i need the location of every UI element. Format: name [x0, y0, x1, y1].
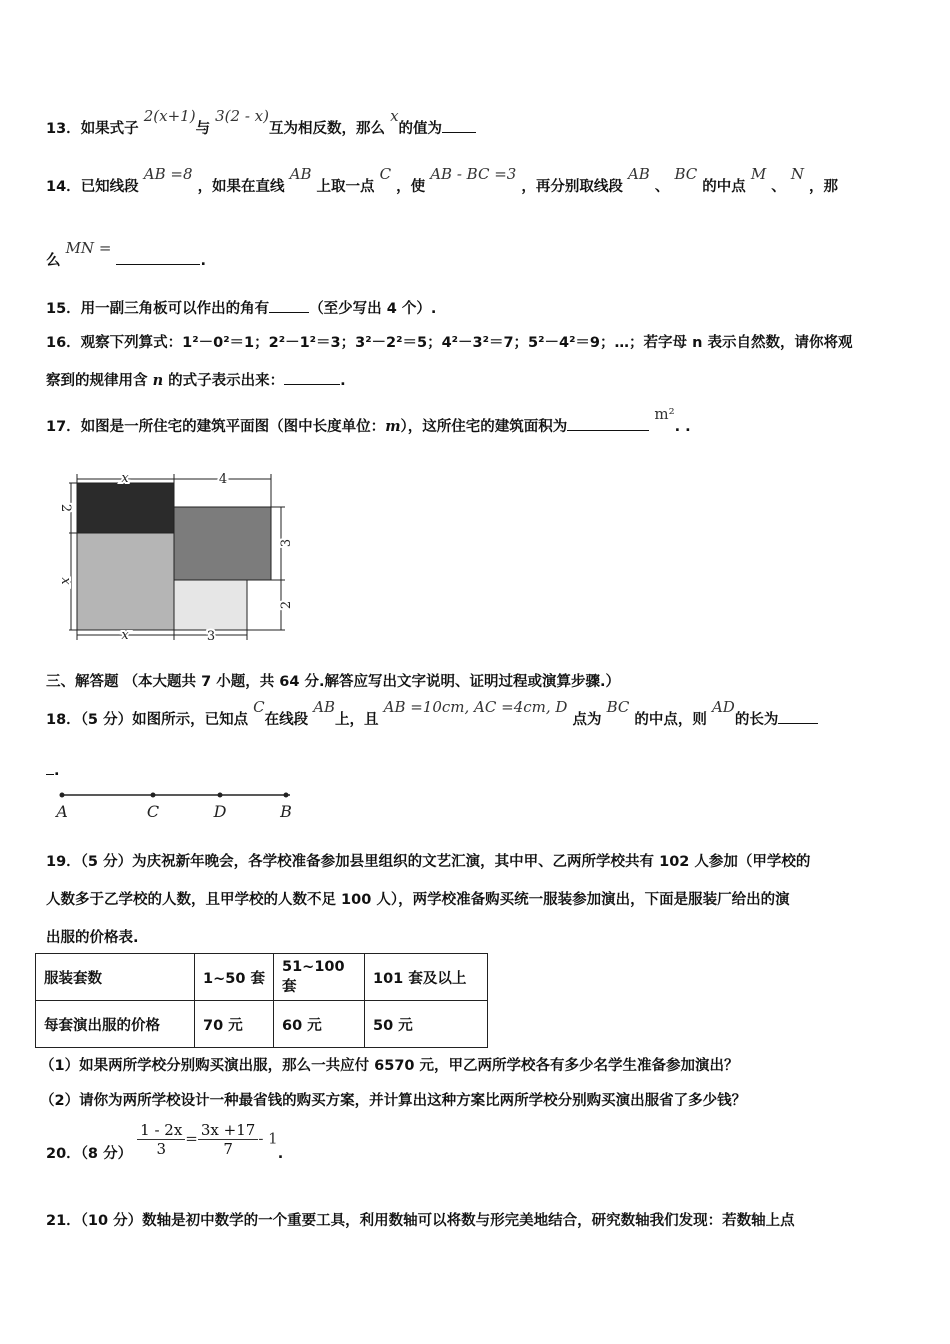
- label-bottom-3: 3: [206, 629, 216, 644]
- label-bottom-x: x: [121, 628, 129, 643]
- q18-text: 如图所示，已知点: [132, 712, 249, 728]
- question-16: [46, 331, 852, 352]
- q14-text: ，再分别取线段: [521, 179, 623, 195]
- q14-number: 14．: [46, 179, 81, 195]
- question-19: [46, 850, 810, 871]
- q19-text: 人数多于乙学校的人数，且甲学校的人数不足 100 人），两学校准备购买统一服装参加演出，下面是服装厂给出的演: [46, 892, 790, 908]
- label-top-x: x: [121, 471, 129, 486]
- q18-text: 上，且: [335, 712, 379, 728]
- q14-text: 么: [46, 253, 61, 269]
- q17-text: 如图是一所住宅的建筑平面图（图中长度单位：: [80, 419, 386, 435]
- q14-text: 的中点: [702, 179, 746, 195]
- answer-blank: [46, 760, 54, 775]
- q16-text: 16．观察下列算式：1²－0²＝1；2²－1²＝3；3²－2²＝5；4²－3²＝7；5²－4²＝9；…；若字母 n 表示自然数，请你将观: [46, 335, 853, 351]
- question-17: [46, 405, 691, 436]
- q13-text: 的值为: [398, 121, 443, 137]
- answer-blank: [116, 250, 200, 265]
- q14-text: .: [200, 253, 206, 269]
- q16-text: 的式子表示出来：: [168, 373, 285, 389]
- question-19-part1: [40, 1054, 739, 1075]
- q14-expr: MN =: [65, 239, 112, 257]
- q14-expr: N: [790, 165, 804, 183]
- question-21: [46, 1209, 795, 1230]
- q20-score: （8 分）: [80, 1145, 133, 1162]
- section-title: 三、解答题: [46, 674, 119, 690]
- q17-text: ），这所住宅的建筑面积为: [400, 419, 568, 435]
- q18-score: （5 分）: [80, 712, 133, 728]
- q13-text: 互为相反数，那么: [269, 121, 385, 137]
- q19-text: 出服的价格表.: [46, 930, 139, 946]
- q17-unit: m: [385, 418, 401, 435]
- q16-variable: n: [152, 372, 164, 389]
- q17-text: . .: [674, 419, 691, 435]
- table-row: [36, 1001, 488, 1048]
- point-label-b: B: [280, 802, 292, 821]
- q14-text: 已知线段: [80, 179, 139, 195]
- q18-expr: C: [253, 698, 265, 716]
- q18-expr: AD: [711, 698, 735, 716]
- q14-text: ，如果在直线: [197, 179, 285, 195]
- point-d: [218, 793, 223, 798]
- q13-text: 如果式子: [80, 121, 139, 137]
- room-light-gray: [77, 533, 174, 630]
- equals-sign: =: [185, 1129, 198, 1148]
- floor-plan-figure: [55, 468, 295, 648]
- question-15: [46, 297, 436, 318]
- point-label-a: A: [56, 802, 68, 821]
- q17-area-unit: m²: [654, 405, 675, 423]
- q15-text: 15．用一副三角板可以作出的角有: [46, 301, 270, 317]
- q18-number: 18．: [46, 712, 81, 728]
- question-20: [46, 1121, 284, 1162]
- q14-expr: AB - BC =3: [430, 165, 517, 183]
- q14-expr: BC: [674, 165, 698, 183]
- q14-expr: C: [379, 165, 392, 183]
- table-cell: 50 元: [365, 1001, 488, 1048]
- q14-text: ，那: [809, 179, 839, 195]
- q18-text: 点为: [572, 712, 602, 728]
- question-16-cont: [46, 369, 346, 390]
- answer-blank: [284, 370, 340, 385]
- q17-number: 17．: [46, 419, 81, 435]
- section-description: （本大题共 7 小题，共 64 分.解答应写出文字说明、证明过程或演算步骤.）: [123, 674, 621, 690]
- q19-text: （2）请你为两所学校设计一种最省钱的购买方案，并计算出这种方案比两所学校分别购买演出服省了多少钱？: [40, 1093, 747, 1109]
- table-cell: 服装套数: [36, 954, 195, 1001]
- question-19-part2: [40, 1089, 746, 1110]
- price-table: [35, 953, 488, 1048]
- q14-text: 、: [654, 179, 670, 195]
- table-cell: 70 元: [195, 1001, 274, 1048]
- room-medium: [174, 507, 271, 580]
- q15-text: （至少写出 4 个）.: [309, 301, 437, 317]
- room-dark: [77, 483, 174, 533]
- question-13: [46, 107, 476, 138]
- q19-text: 19．（5 分）为庆祝新年晚会，各学校准备参加县里组织的文艺汇演，其中甲、乙两所学校共有 102 人参加（甲学校的: [46, 854, 811, 870]
- answer-blank: [442, 118, 476, 133]
- question-14-cont: [46, 239, 206, 270]
- numerator: 3x +17: [198, 1121, 258, 1140]
- q20-number: 20．: [46, 1145, 81, 1162]
- q16-text: 察到的规律用含: [46, 373, 148, 389]
- segment-figure: [50, 786, 310, 826]
- q18-text: .: [54, 763, 60, 779]
- label-top-4: 4: [218, 472, 228, 487]
- q20-text: .: [277, 1145, 284, 1162]
- point-a: [60, 793, 65, 798]
- fraction-left: [137, 1121, 185, 1158]
- q14-text: ，使: [396, 179, 426, 195]
- answer-blank: [778, 709, 818, 724]
- q13-number: 13．: [46, 121, 81, 137]
- q21-text: 21．（10 分）数轴是初中数学的一个重要工具，利用数轴可以将数与形完美地结合，研究数轴我们发现：若数轴上点: [46, 1213, 795, 1229]
- question-18-cont: [46, 760, 60, 779]
- point-label-c: C: [146, 802, 160, 821]
- q18-expr: BC: [606, 698, 630, 716]
- numerator: 1 - 2x: [137, 1121, 185, 1140]
- label-left-2: 2: [58, 503, 73, 513]
- label-left-x: x: [58, 577, 73, 585]
- q14-expr: M: [750, 165, 767, 183]
- denominator: 7: [223, 1140, 233, 1158]
- table-cell: 60 元: [274, 1001, 365, 1048]
- q20-expr: - 1: [258, 1129, 278, 1148]
- q13-expr-1: 2(x+1): [143, 107, 196, 125]
- answer-blank: [269, 298, 309, 313]
- table-cell: 51~100 套: [274, 954, 365, 1001]
- question-14: [46, 165, 839, 196]
- q13-expr-3: x: [390, 107, 399, 125]
- point-b: [284, 793, 289, 798]
- section-3-heading: [46, 670, 620, 691]
- table-cell: 每套演出服的价格: [36, 1001, 195, 1048]
- label-right-2: 2: [279, 600, 294, 610]
- q16-text: .: [340, 373, 346, 389]
- q14-expr: AB: [289, 165, 312, 183]
- room-pale: [174, 580, 247, 630]
- answer-blank: [567, 416, 649, 431]
- q19-text: （1）如果两所学校分别购买演出服，那么一共应付 6570 元，甲乙两所学校各有多少名学生准备参加演出？: [40, 1058, 739, 1074]
- q18-text: 在线段: [264, 712, 309, 728]
- point-c: [151, 793, 156, 798]
- label-right-3: 3: [279, 538, 294, 548]
- q13-expr-2: 3(2 - x): [215, 107, 269, 125]
- q18-expr: AB: [313, 698, 336, 716]
- table-row: [36, 954, 488, 1001]
- q14-text: 上取一点: [316, 179, 375, 195]
- q14-text: 、: [771, 179, 786, 195]
- question-19-line2: [46, 888, 790, 909]
- table-cell: 1~50 套: [195, 954, 274, 1001]
- q14-expr: AB: [627, 165, 650, 183]
- q18-text: 的长为: [734, 712, 779, 728]
- q18-text: 的中点，则: [634, 712, 707, 728]
- question-18: [46, 698, 818, 729]
- point-label-d: D: [213, 802, 227, 821]
- fraction-right: [198, 1121, 258, 1158]
- table-cell: 101 套及以上: [365, 954, 488, 1001]
- question-19-line3: [46, 926, 139, 947]
- q14-expr: AB =8: [143, 165, 193, 183]
- q13-text: 与: [195, 121, 211, 137]
- q18-expr: AB =10cm, AC =4cm, D: [383, 698, 568, 716]
- denominator: 3: [156, 1140, 166, 1158]
